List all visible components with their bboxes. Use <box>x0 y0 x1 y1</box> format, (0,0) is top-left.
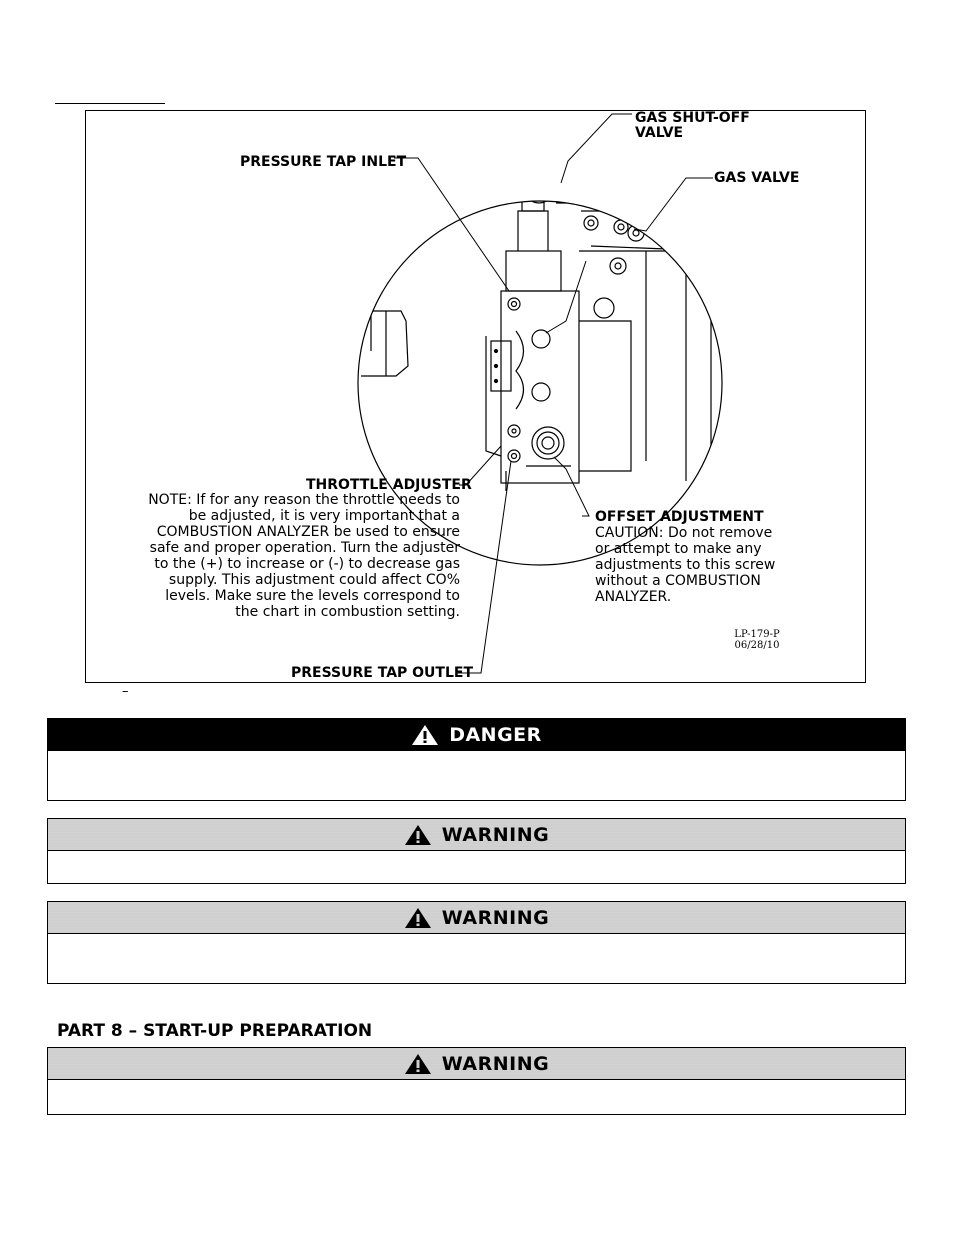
offset-note-line: without a COMBUSTION <box>595 573 761 589</box>
offset-note-line: adjustments to this screw <box>595 557 776 573</box>
danger-header <box>48 719 905 751</box>
pressure-tap-inlet-label: PRESSURE TAP INLET <box>240 154 407 170</box>
offset-note <box>595 525 825 605</box>
warning-triangle-icon <box>411 724 439 746</box>
warning-triangle-icon <box>404 824 432 846</box>
figure-caption-dash: – <box>122 684 129 699</box>
warning-triangle-icon <box>404 1053 432 1075</box>
offset-note-line: or attempt to make any <box>595 541 762 557</box>
offset-adjustment-label: OFFSET ADJUSTMENT <box>595 509 764 525</box>
warning-title: WARNING <box>441 906 550 929</box>
gas-shutoff-valve-label-line2: VALVE <box>635 125 684 141</box>
warning-title: WARNING <box>441 1052 550 1075</box>
throttle-note-line: the chart in combustion setting. <box>235 604 460 620</box>
warning-header <box>48 819 905 851</box>
warning-header <box>48 902 905 934</box>
throttle-note-line: COMBUSTION ANALYZER be used to ensure <box>156 524 460 540</box>
danger-box <box>47 718 906 801</box>
warning-box <box>47 818 906 884</box>
throttle-note-line: safe and proper operation. Turn the adjuster <box>149 540 460 556</box>
drawing-date: 06/28/10 <box>734 640 780 651</box>
gas-valve-figure <box>85 110 866 683</box>
pressure-tap-outlet-label: PRESSURE TAP OUTLET <box>291 665 474 681</box>
warning-header <box>48 1048 905 1080</box>
warning-box <box>47 901 906 984</box>
throttle-note-line: supply. This adjustment could affect CO% <box>168 572 460 588</box>
warning-triangle-icon <box>404 907 432 929</box>
warning-box <box>47 1047 906 1115</box>
throttle-note-line: NOTE: If for any reason the throttle needs to <box>148 492 460 508</box>
throttle-note-line: levels. Make sure the levels correspond to <box>165 588 460 604</box>
figure-caption-underline <box>55 103 165 104</box>
gas-shutoff-valve-label-line1: GAS SHUT-OFF <box>635 110 750 126</box>
throttle-note-line: to the (+) to increase or (-) to decrease gas <box>154 556 460 572</box>
warning-title: WARNING <box>441 823 550 846</box>
gas-shutoff-valve-label <box>635 111 750 141</box>
gas-valve-label: GAS VALVE <box>714 170 800 186</box>
drawing-id-block <box>726 629 788 651</box>
throttle-adjuster-label: THROTTLE ADJUSTER <box>306 477 472 493</box>
offset-note-line: ANALYZER. <box>595 589 672 605</box>
drawing-id: LP-179-P <box>734 629 780 640</box>
throttle-note-line: be adjusted, it is very important that a <box>188 508 460 524</box>
offset-note-line: CAUTION: Do not remove <box>595 525 773 541</box>
throttle-note <box>96 492 460 620</box>
section-title: PART 8 – START-UP PREPARATION <box>57 1021 373 1041</box>
danger-title: DANGER <box>449 723 542 746</box>
